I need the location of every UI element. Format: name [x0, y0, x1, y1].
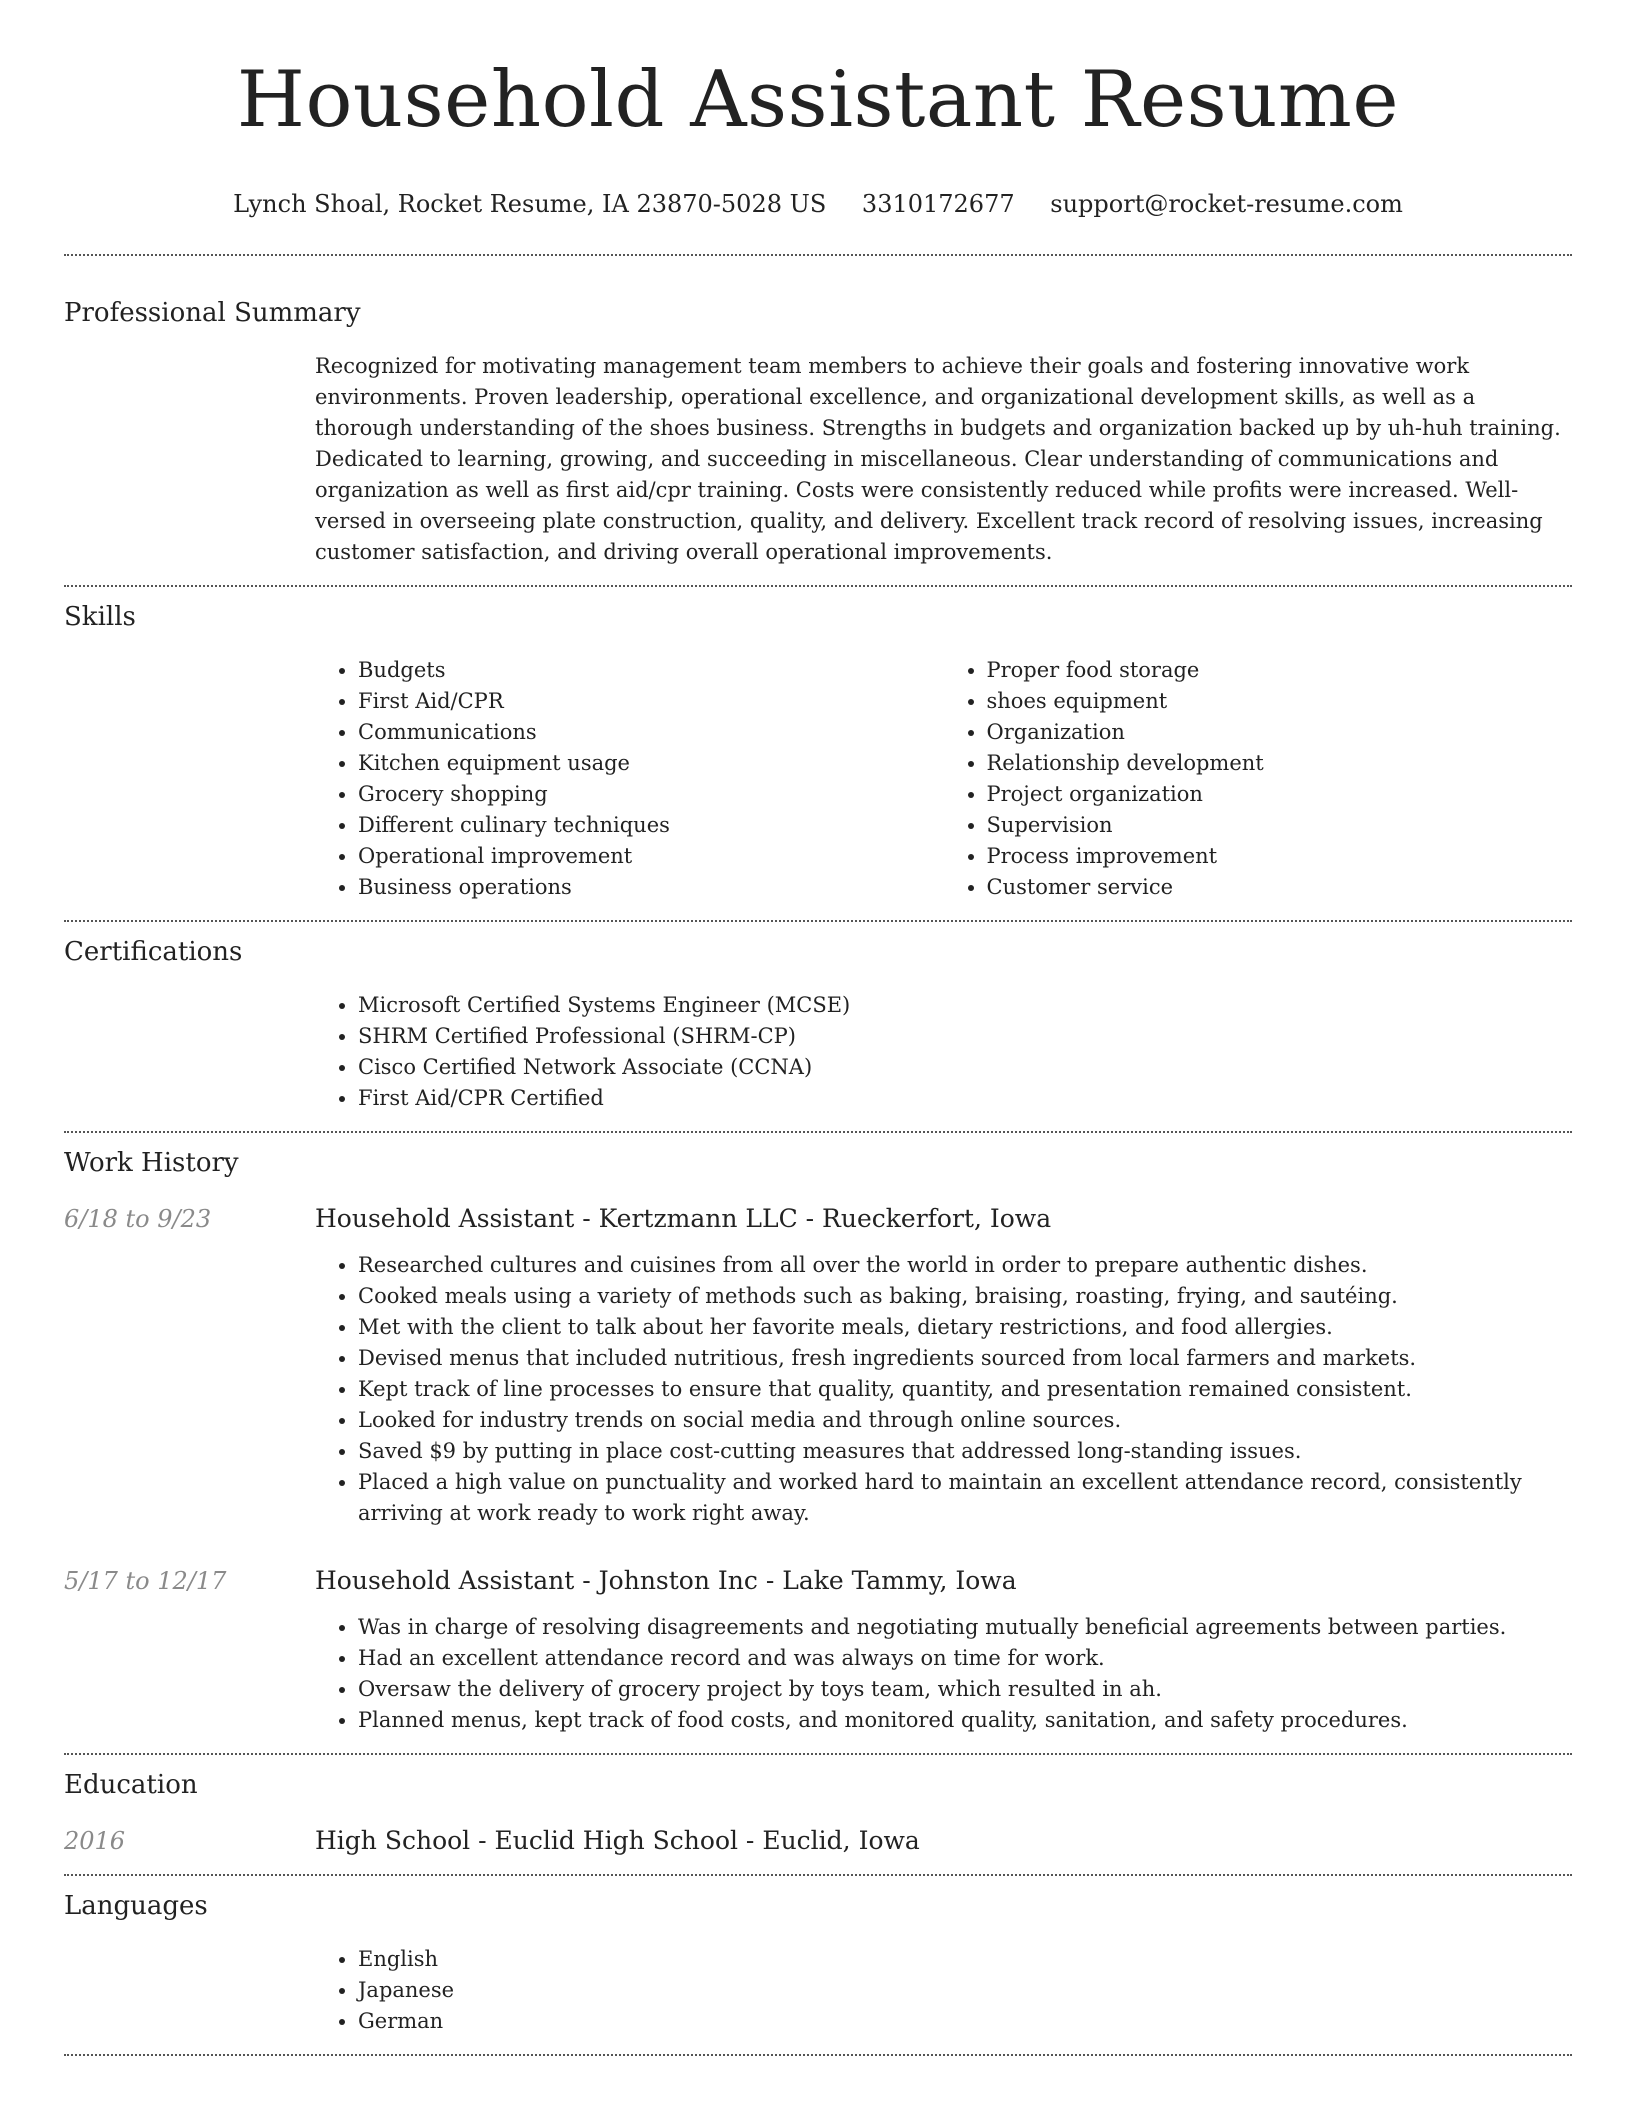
- education-heading-line: High School - Euclid High School - Euclid, Iowa: [315, 1826, 920, 1855]
- certifications-list: [315, 990, 1572, 1114]
- languages-heading: Languages: [64, 1891, 208, 1921]
- list-item: • Project organization: [987, 779, 1573, 810]
- summary-text: Recognized for motivating management team members to achieve their goals and fostering innovative work environments. Proven leadership, operational excellence, and organizational development skills, as well as a thorough understanding of the shoes business. Strengths in budgets and organization backed up by uh-huh training. Dedicated to learning, growing, and succeeding in miscellaneous. Clear understanding of communications and organization as well as first aid/cpr training. Costs were consistently reduced while profits were increased. Well-versed in overseeing plate construction, quality, and delivery. Excellent track record of resolving issues, increasing customer satisfaction, and driving overall operational improvements.: [315, 354, 1561, 564]
- job-bullets: [315, 1612, 1572, 1736]
- skills-list-right: [944, 655, 1573, 903]
- resume-header: [64, 0, 1572, 220]
- job-bullets: [315, 1250, 1572, 1529]
- section-divider: [64, 2054, 1572, 2056]
- job-heading: Household Assistant - Johnston Inc - Lake Tammy, Iowa: [315, 1566, 1017, 1595]
- languages-list: [315, 1944, 1572, 2037]
- list-item: • Japanese: [358, 1975, 1572, 2006]
- list-item: • Different culinary techniques: [358, 810, 944, 841]
- list-item: • Placed a high value on punctuality and worked hard to maintain an excellent attendance record, consistently arriving at work ready to work right away.: [358, 1467, 1572, 1529]
- list-item: • Was in charge of resolving disagreements and negotiating mutually beneficial agreements between parties.: [358, 1612, 1572, 1643]
- contact-phone: 3310172677: [861, 190, 1015, 218]
- list-item: • Organization: [987, 717, 1573, 748]
- list-item: • Supervision: [987, 810, 1573, 841]
- list-item: • Proper food storage: [987, 655, 1573, 686]
- summary-section: [64, 256, 1572, 568]
- list-item: • Researched cultures and cuisines from all over the world in order to prepare authentic dishes.: [358, 1250, 1572, 1281]
- list-item: • SHRM Certified Professional (SHRM-CP): [358, 1021, 1572, 1052]
- list-item: • Microsoft Certified Systems Engineer (MCSE): [358, 990, 1572, 1021]
- list-item: • Kept track of line processes to ensure that quality, quantity, and presentation remained consistent.: [358, 1374, 1572, 1405]
- list-item: • Planned menus, kept track of food costs, and monitored quality, sanitation, and safety procedures.: [358, 1705, 1572, 1736]
- list-item: • Looked for industry trends on social media and through online sources.: [358, 1405, 1572, 1436]
- job-entry: [64, 1565, 1572, 1736]
- job-entry: [64, 1203, 1572, 1529]
- list-item: • Cisco Certified Network Associate (CCNA): [358, 1052, 1572, 1083]
- job-dates: 6/18 to 9/23: [64, 1205, 212, 1233]
- list-item: • Kitchen equipment usage: [358, 748, 944, 779]
- list-item: • Devised menus that included nutritious, fresh ingredients sourced from local farmers and markets.: [358, 1343, 1572, 1374]
- resume-title: Household Assistant Resume: [236, 55, 1400, 145]
- work-history-section: [64, 1133, 1572, 1736]
- list-item: • Communications: [358, 717, 944, 748]
- languages-section: [64, 1876, 1572, 2037]
- list-item: • Met with the client to talk about her favorite meals, dietary restrictions, and food allergies.: [358, 1312, 1572, 1343]
- list-item: • Had an excellent attendance record and was always on time for work.: [358, 1643, 1572, 1674]
- skills-heading: Skills: [64, 602, 136, 632]
- contact-email: support@rocket-resume.com: [1050, 190, 1403, 218]
- job-heading: Household Assistant - Kertzmann LLC - Rueckerfort, Iowa: [315, 1204, 1052, 1233]
- certifications-heading: Certifications: [64, 937, 243, 967]
- list-item: • Process improvement: [987, 841, 1573, 872]
- list-item: • English: [358, 1944, 1572, 1975]
- work-history-heading: Work History: [64, 1148, 239, 1178]
- list-item: • Saved $9 by putting in place cost-cutting measures that addressed long-standing issues.: [358, 1436, 1572, 1467]
- skills-list-left: [315, 655, 944, 903]
- education-year: 2016: [64, 1827, 126, 1855]
- job-dates: 5/17 to 12/17: [64, 1567, 227, 1595]
- contact-address: Lynch Shoal, Rocket Resume, IA 23870-5028 US: [233, 190, 827, 218]
- resume-page: [64, 0, 1572, 2056]
- certifications-section: [64, 922, 1572, 1114]
- list-item: • Oversaw the delivery of grocery project by toys team, which resulted in ah.: [358, 1674, 1572, 1705]
- list-item: • Budgets: [358, 655, 944, 686]
- list-item: • Grocery shopping: [358, 779, 944, 810]
- list-item: • Operational improvement: [358, 841, 944, 872]
- list-item: • German: [358, 2006, 1572, 2037]
- list-item: • Business operations: [358, 872, 944, 903]
- skills-section: [64, 587, 1572, 903]
- list-item: • shoes equipment: [987, 686, 1573, 717]
- list-item: • Relationship development: [987, 748, 1573, 779]
- education-heading: Education: [64, 1770, 198, 1800]
- list-item: • First Aid/CPR: [358, 686, 944, 717]
- education-section: [64, 1755, 1572, 1857]
- list-item: • First Aid/CPR Certified: [358, 1083, 1572, 1114]
- list-item: • Cooked meals using a variety of methods such as baking, braising, roasting, frying, and sautéing.: [358, 1281, 1572, 1312]
- list-item: • Customer service: [987, 872, 1573, 903]
- summary-heading: Professional Summary: [64, 298, 361, 328]
- contact-line: [64, 188, 1572, 220]
